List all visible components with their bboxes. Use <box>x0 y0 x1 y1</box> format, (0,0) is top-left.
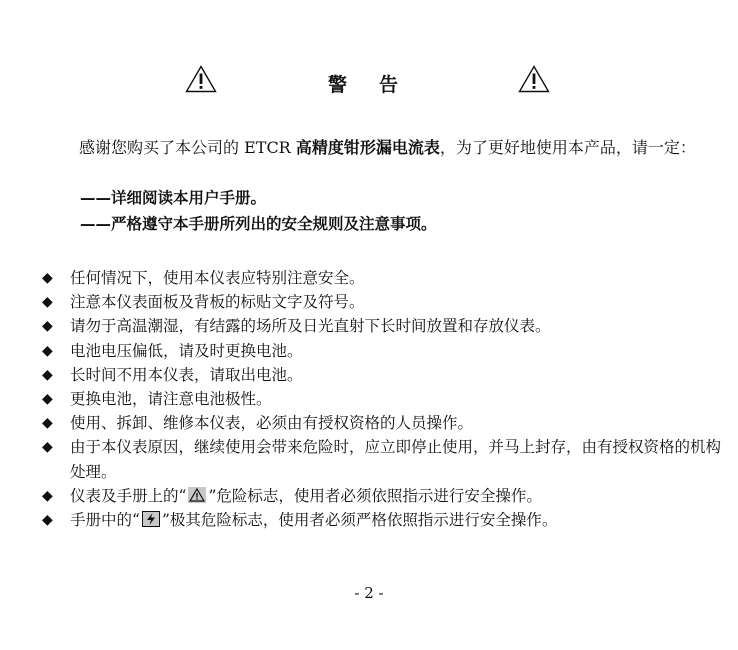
warning-heading <box>328 70 400 97</box>
bullet-text: 任何情况下，使用本仪表应特别注意安全。 <box>70 269 365 287</box>
intro-tail: ，为了更好地使用本产品，请一定： <box>439 138 696 157</box>
high-voltage-icon <box>142 511 160 527</box>
bullet-text: 请勿于高温潮湿，有结露的场所及日光直射下长时间放置和存放仪表。 <box>70 317 551 336</box>
key-points <box>80 185 437 237</box>
list-item <box>42 314 722 338</box>
list-item <box>42 387 722 411</box>
diamond-bullet-icon: ◆ <box>42 366 53 383</box>
warning-triangle-icon-right <box>518 65 550 93</box>
bullet-text: 长时间不用本仪表，请取出电池。 <box>70 365 303 384</box>
bullet-text: 使用、拆卸、维修本仪表，必须由有授权资格的人员操作。 <box>70 414 474 433</box>
warning-triangle-icon-left <box>185 65 217 93</box>
bullet-text-before: 手册中的“ <box>70 511 140 530</box>
intro-paragraph <box>40 136 720 160</box>
diamond-bullet-icon: ◆ <box>42 270 53 286</box>
list-item <box>42 363 722 387</box>
diamond-bullet-icon: ◆ <box>42 487 53 504</box>
bullet-text: 更换电池，请注意电池极性。 <box>70 390 272 409</box>
product-name: 高精度钳形漏电流表 <box>295 138 440 157</box>
diamond-bullet-icon: ◆ <box>42 512 53 529</box>
diamond-bullet-icon: ◆ <box>42 342 53 359</box>
list-item <box>42 290 722 314</box>
key-point: ——详细阅读本用户手册。 <box>80 189 267 207</box>
list-item <box>42 411 722 435</box>
warning-symbol-icon <box>188 487 206 503</box>
list-item <box>42 435 722 483</box>
heading-char-2: 告 <box>379 74 401 96</box>
bullet-text-after: ”危险标志，使用者必须依照指示进行安全操作。 <box>208 486 542 505</box>
bullet-text-after: ”极其危险标志，使用者必须严格依照指示进行安全操作。 <box>161 511 558 530</box>
page-number: - 2 - <box>354 584 384 602</box>
bullet-text: 电池电压偏低，请及时更换电池。 <box>70 341 303 360</box>
key-point: ——严格遵守本手册所列出的安全规则及注意事项。 <box>80 215 437 233</box>
intro-lead: 感谢您购买了本公司的 ETCR <box>79 138 296 157</box>
heading-char-1: 警 <box>328 74 350 96</box>
diamond-bullet-icon: ◆ <box>42 415 53 432</box>
list-item <box>42 266 722 290</box>
bullet-text: 由于本仪表原因，继续使用会带来危险时，应立即停止使用，并马上封存，由有授权资格的机构处理。 <box>70 438 722 481</box>
list-item <box>42 484 722 508</box>
list-item <box>42 508 722 532</box>
list-item <box>42 339 722 363</box>
bullet-text-before: 仪表及手册上的“ <box>70 486 187 505</box>
diamond-bullet-icon: ◆ <box>42 294 53 311</box>
diamond-bullet-icon: ◆ <box>42 318 53 335</box>
bullet-text: 注意本仪表面板及背板的标贴文字及符号。 <box>70 293 365 312</box>
safety-bullet-list <box>42 266 722 532</box>
diamond-bullet-icon: ◆ <box>42 439 53 456</box>
diamond-bullet-icon: ◆ <box>42 391 53 408</box>
